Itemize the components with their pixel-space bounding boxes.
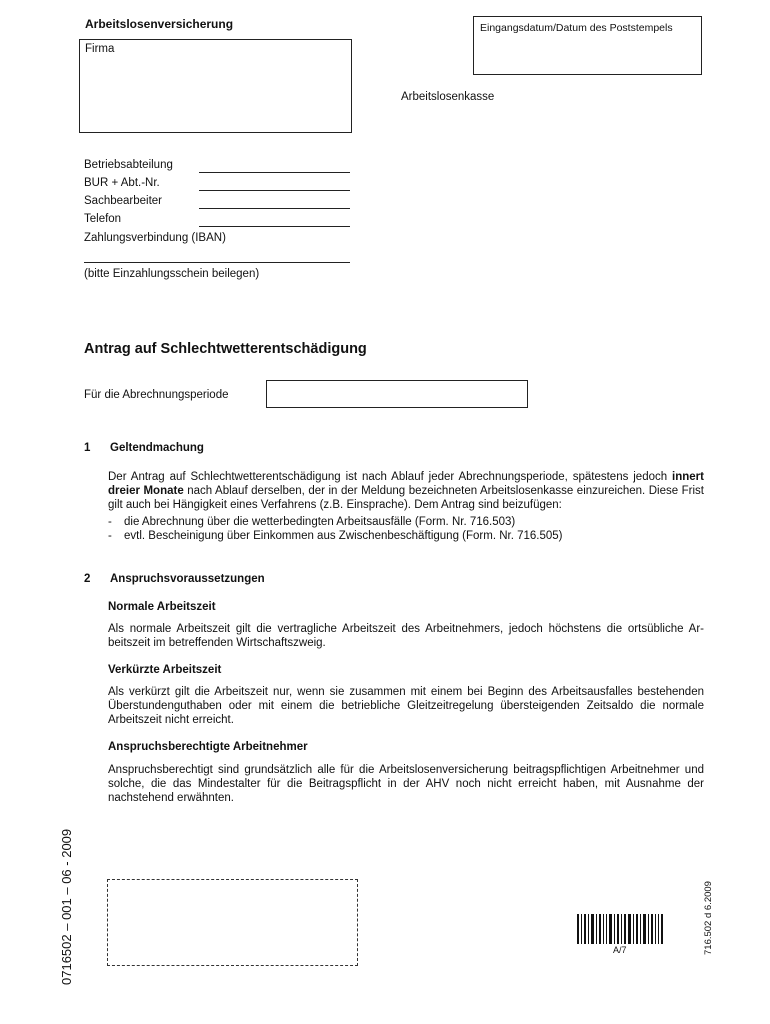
barcode xyxy=(577,914,663,944)
section2-title: Anspruchsvoraussetzungen xyxy=(110,573,265,585)
einzahlungsschein-note: (bitte Einzahlungsschein beilegen) xyxy=(84,268,260,280)
section1-text-b: nach Ablauf derselben, der in der Meldung bezeichneten Arbeitslosenkasse einzureichen. Diese Frist gilt auch bei Hängigkeit eines Verfahrens (z.B. Einsprache). Dem Antrag sind beizufügen: xyxy=(108,485,704,511)
iban-field[interactable] xyxy=(84,262,350,263)
section1-bullet-marker-1: - xyxy=(108,516,112,528)
section1-bullet-marker-2: - xyxy=(108,530,112,542)
firma-box[interactable] xyxy=(79,39,352,133)
arbeitslosenkasse-label: Arbeitslosenkasse xyxy=(401,91,495,103)
section1-number: 1 xyxy=(84,442,91,454)
sachbearbeiter-label: Sachbearbeiter xyxy=(84,195,162,207)
section1-text-bold: innert dreier Monate xyxy=(108,471,704,497)
verkuerzte-arbeitszeit-title: Verkürzte Arbeitszeit xyxy=(108,664,222,676)
normale-arbeitszeit-title: Normale Arbeitszeit xyxy=(108,601,216,613)
period-label: Für die Abrechnungsperiode xyxy=(84,389,229,401)
address-window xyxy=(107,879,358,966)
insurance-title: Arbeitslosenversicherung xyxy=(85,17,234,31)
section1-text-a: Der Antrag auf Schlechtwetterentschädigung ist nach Ablauf jeder Abrechnungsperiode, spätestens jedoch xyxy=(108,471,673,483)
betriebsabteilung-field[interactable] xyxy=(199,172,350,173)
form-reference: 716.502 d 6.2009 xyxy=(703,881,714,955)
zahlungsverbindung-label: Zahlungsverbindung (IBAN) xyxy=(84,232,226,244)
bur-field[interactable] xyxy=(199,190,350,191)
section2-number: 2 xyxy=(84,573,91,585)
barcode-caption: A/7 xyxy=(613,945,627,955)
abrechnungsperiode-input[interactable] xyxy=(266,380,528,408)
section1-bullet-2: evtl. Bescheinigung über Einkommen aus Zwischenbeschäftigung (Form. Nr. 716.505) xyxy=(124,530,563,542)
anspruchsberechtigte-text: Anspruchsberechtigt sind grundsätzlich alle für die Arbeitslosenversicherung beitragspflichtigen Arbeitnehmer und solche, die das Mindestalter für die Beitragspflicht in der AHV noch nicht erreicht haben, mit Ausnahme der nachstehend erwähnten. xyxy=(108,764,704,804)
sachbearbeiter-field[interactable] xyxy=(199,208,350,209)
section1-bullet-1: die Abrechnung über die wetterbedingten Arbeitsausfälle (Form. Nr. 716.503) xyxy=(124,516,516,528)
bur-label: BUR + Abt.-Nr. xyxy=(84,177,160,189)
verkuerzte-arbeitszeit-text: Als verkürzt gilt die Arbeitszeit nur, wenn sie zusammen mit einem bei Beginn des Arbeitsausfalles bestehenden Überstundenguthaben oder mit einem die betriebliche Gleitzeitregelung übersteigenden Zeitsaldo die normale Arbeitszeit nicht erreicht. xyxy=(108,686,704,726)
telefon-label: Telefon xyxy=(84,213,122,225)
firma-label: Firma xyxy=(85,43,115,55)
betriebsabteilung-label: Betriebsabteilung xyxy=(84,159,173,171)
section1-title: Geltendmachung xyxy=(110,442,204,454)
side-form-code: 0716502 – 001 – 06 - 2009 xyxy=(59,828,74,985)
normale-arbeitszeit-text: Als normale Arbeitszeit gilt die vertragliche Arbeitszeit des Arbeitnehmers, jedoch höchstens die ortsübliche Arbeitszeit im betreffenden Wirtschaftszweig. xyxy=(108,623,704,649)
eingangsdatum-box[interactable] xyxy=(473,16,702,75)
eingangsdatum-label: Eingangsdatum/Datum des Poststempels xyxy=(480,22,673,34)
anspruchsberechtigte-title: Anspruchsberechtigte Arbeitnehmer xyxy=(108,741,308,753)
page-title: Antrag auf Schlechtwetterentschädigung xyxy=(84,341,367,357)
section1-paragraph xyxy=(108,470,704,512)
telefon-field[interactable] xyxy=(199,226,350,227)
